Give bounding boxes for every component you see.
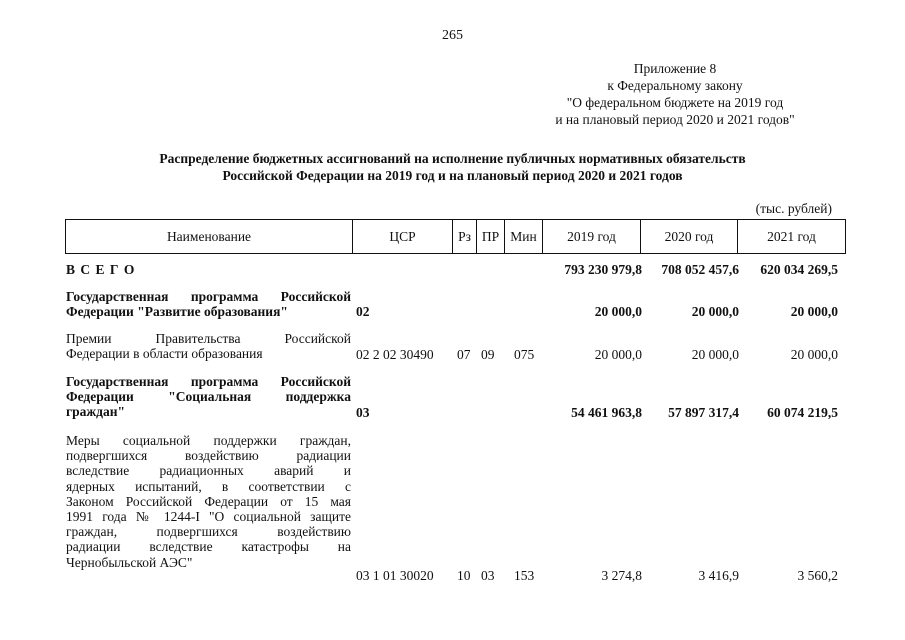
row-prizes-min: 075 <box>514 347 535 362</box>
column-header-csr: ЦСР <box>353 220 453 253</box>
title-line-2: Российской Федерации на 2019 год и на плановый период 2020 и 2021 годов <box>222 168 683 183</box>
document-title <box>0 150 905 184</box>
table-header <box>65 219 846 254</box>
row-prizes-2020: 20 000,0 <box>691 347 739 362</box>
row-social-support-2021: 3 560,2 <box>797 568 838 583</box>
row-program-education-csr: 02 <box>356 304 370 319</box>
column-header-min: Мин <box>505 220 543 253</box>
row-social-support-2020: 3 416,9 <box>698 568 739 583</box>
column-header-2021: 2021 год <box>767 229 816 244</box>
name-line: Законом Российской Федерации от 15 мая <box>66 493 351 509</box>
page-number: 265 <box>442 28 463 43</box>
column-header-name: Наименование <box>66 220 353 253</box>
column-header-rz: Рз <box>453 220 477 253</box>
row-total-2021: 620 034 269,5 <box>760 262 838 277</box>
row-program-social-name <box>66 374 351 420</box>
row-program-education-2021: 20 000,0 <box>790 304 838 319</box>
row-program-education-2019: 20 000,0 <box>594 304 642 319</box>
row-social-support-2019: 3 274,8 <box>601 568 642 583</box>
row-social-support-pr: 03 <box>481 568 495 583</box>
row-social-support-csr: 03 1 01 30020 <box>356 568 434 583</box>
row-program-social-csr: 03 <box>356 405 370 420</box>
appendix-line-3: "О федеральном бюджете на 2019 год <box>566 95 784 110</box>
row-total-2020: 708 052 457,6 <box>661 262 739 277</box>
row-social-support-name <box>66 433 351 570</box>
row-program-education-name <box>66 289 351 319</box>
units-label: (тыс. рублей) <box>755 201 832 216</box>
appendix-line-4: и на плановый период 2020 и 2021 годов" <box>555 112 795 127</box>
row-total-2019: 793 230 979,8 <box>564 262 642 277</box>
row-prizes-2021: 20 000,0 <box>790 347 838 362</box>
name-line: Государственная программа Российской <box>66 374 351 389</box>
row-prizes-name <box>66 331 351 361</box>
row-program-education-2020: 20 000,0 <box>691 304 739 319</box>
column-header-pr: ПР <box>477 220 505 253</box>
name-line: Федерации в области образования <box>66 346 263 362</box>
row-prizes-rz: 07 <box>457 347 471 362</box>
name-line: граждан, подвергшихся воздействию <box>66 524 351 540</box>
row-prizes-2019: 20 000,0 <box>594 347 642 362</box>
row-program-social-2021: 60 074 219,5 <box>767 405 838 420</box>
row-prizes-pr: 09 <box>481 347 495 362</box>
title-line-1: Распределение бюджетных ассигнований на исполнение публичных нормативных обязательств <box>159 151 746 166</box>
row-social-support-min: 153 <box>514 568 535 583</box>
name-line: Государственная программа Российской <box>66 289 351 304</box>
row-social-support-rz: 10 <box>457 568 471 583</box>
row-program-social-2019: 54 461 963,8 <box>571 405 642 420</box>
row-program-social-2020: 57 897 317,4 <box>668 405 739 420</box>
name-line: 1991 года № 1244-I "О социальной защите <box>66 509 351 525</box>
name-line: Премии Правительства Российской <box>66 331 351 346</box>
appendix-line-1: Приложение 8 <box>633 61 717 76</box>
appendix-header <box>500 60 850 128</box>
column-header-2019: 2019 год <box>543 220 641 253</box>
column-header-2020: 2020 год <box>641 220 738 253</box>
name-line: Чернобыльской АЭС" <box>66 554 193 570</box>
row-total-name: В С Е Г О <box>66 262 136 277</box>
row-prizes-csr: 02 2 02 30490 <box>356 347 434 362</box>
name-line: Федерации "Развитие образования" <box>66 304 288 320</box>
name-line: ядерных испытаний, в соответствии с <box>66 478 351 494</box>
name-line: подвергшихся воздействию радиации <box>66 448 351 464</box>
name-line: Федерации "Социальная поддержка <box>66 389 351 405</box>
name-line: радиации вследствие катастрофы на <box>66 539 351 555</box>
name-line: граждан" <box>66 404 126 420</box>
name-line: Меры социальной поддержки граждан, <box>66 433 351 448</box>
appendix-line-2: к Федеральному закону <box>607 78 743 93</box>
name-line: вследствие радиационных аварий и <box>66 463 351 479</box>
